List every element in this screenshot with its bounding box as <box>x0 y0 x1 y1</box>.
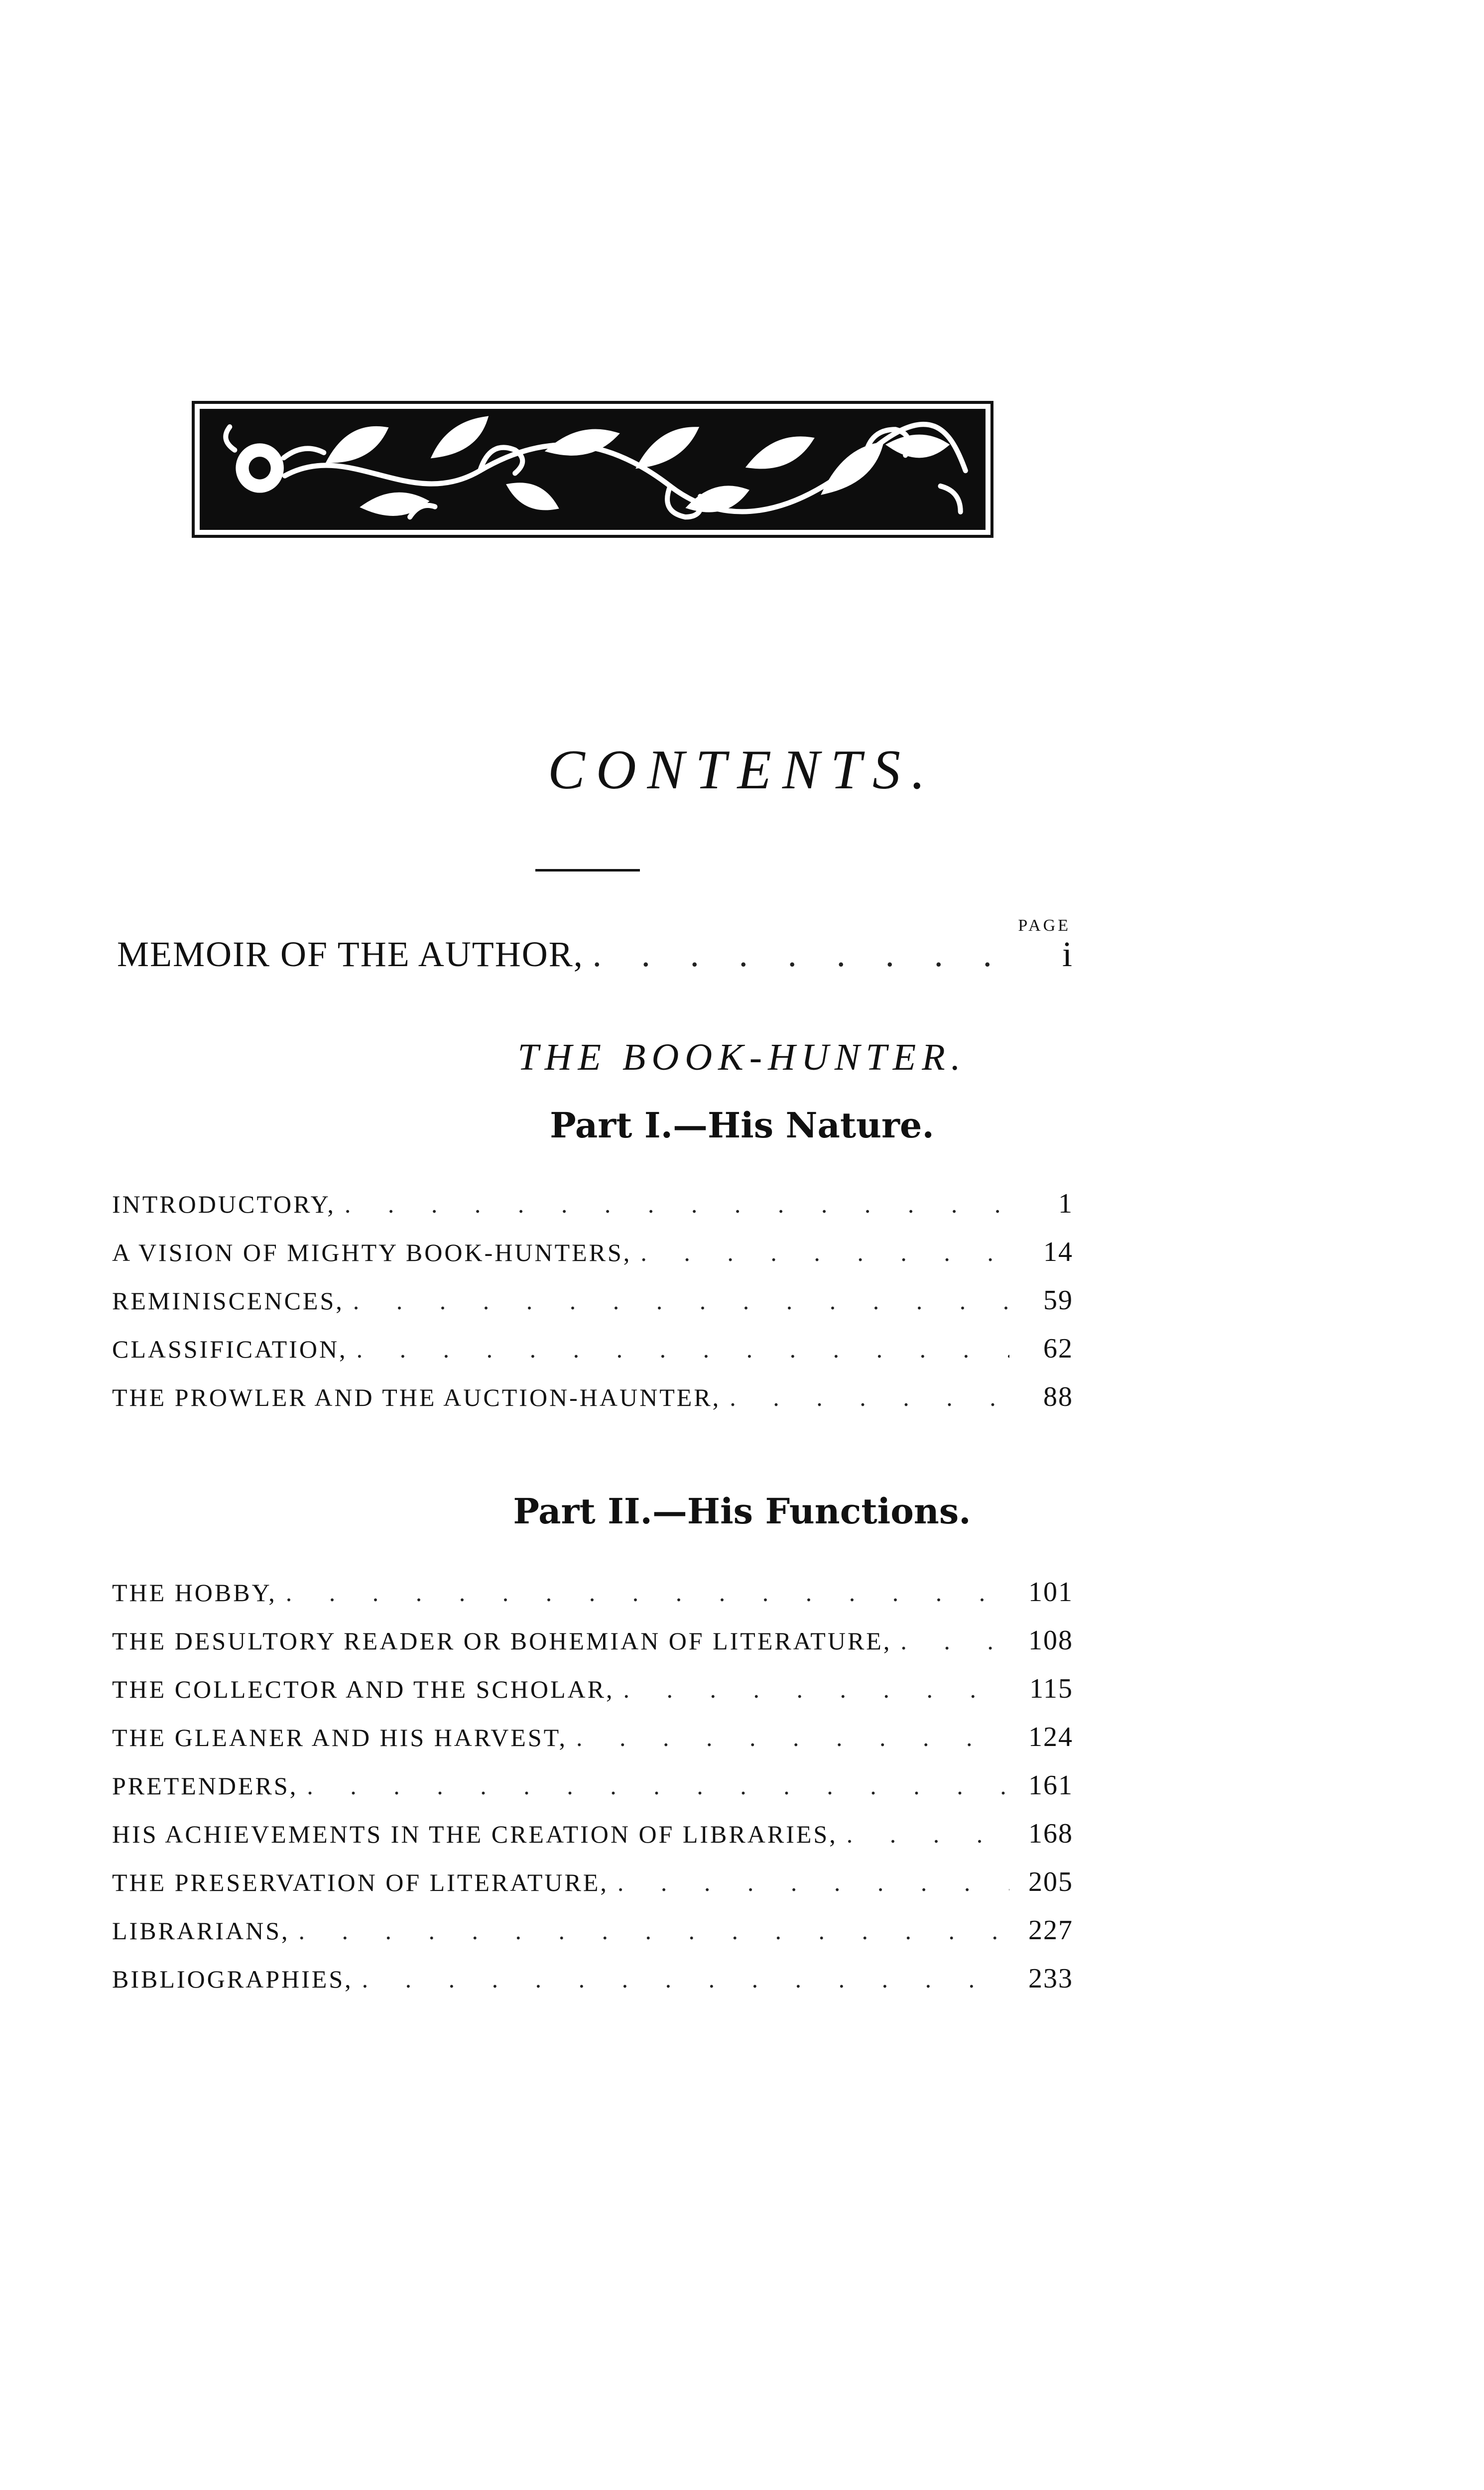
decorative-header-ornament <box>192 401 993 538</box>
dot-leader <box>730 1383 1009 1412</box>
entry-title: THE COLLECTOR AND THE SCHOLAR, <box>112 1675 615 1703</box>
memoir-entry <box>117 936 1073 972</box>
toc-entry <box>112 1866 1073 1914</box>
entry-title: INTRODUCTORY, <box>112 1190 336 1218</box>
entry-title: THE DESULTORY READER OR BOHEMIAN OF LITERATURE, <box>112 1627 892 1655</box>
part-two-title: Part II.—His Functions. <box>513 1491 971 1532</box>
entry-page: 233 <box>1028 1963 1073 1994</box>
toc-entry <box>112 1721 1073 1769</box>
dot-leader <box>353 1286 1009 1315</box>
entry-title: HIS ACHIEVEMENTS IN THE CREATION OF LIBRARIES, <box>112 1820 838 1848</box>
entry-page: 205 <box>1028 1867 1073 1897</box>
entry-page: 115 <box>1029 1673 1073 1704</box>
entry-page: 101 <box>1028 1577 1073 1608</box>
book-title: THE BOOK-HUNTER. <box>517 1036 967 1078</box>
entry-page: 108 <box>1028 1625 1073 1656</box>
toc-entry <box>112 1576 1073 1624</box>
toc-entry <box>112 1284 1073 1333</box>
part-two-entries <box>112 1576 1073 2011</box>
entry-page: 1 <box>1058 1188 1073 1219</box>
dot-leader <box>623 1675 1009 1704</box>
toc-entry <box>112 1236 1073 1284</box>
contents-heading: CONTENTS. <box>548 739 936 801</box>
dot-leader <box>307 1771 1009 1800</box>
dot-leader <box>640 1238 1009 1267</box>
entry-title: REMINISCENCES, <box>112 1287 344 1315</box>
entry-title: BIBLIOGRAPHIES, <box>112 1965 353 1993</box>
dot-leader <box>847 1820 1009 1849</box>
dot-leader <box>576 1723 1009 1752</box>
entry-title: CLASSIFICATION, <box>112 1335 348 1363</box>
entry-page: 168 <box>1028 1818 1073 1849</box>
toc-entry <box>112 1963 1073 2011</box>
entry-title: MEMOIR OF THE AUTHOR, <box>117 934 584 974</box>
dot-leader <box>357 1335 1009 1364</box>
dot-leader <box>618 1868 1009 1897</box>
heading-divider <box>535 869 640 872</box>
toc-entry <box>112 1624 1073 1673</box>
toc-entry <box>112 1381 1073 1429</box>
part-one-title: Part I.—His Nature. <box>550 1105 934 1146</box>
toc-entry <box>112 1769 1073 1818</box>
entry-page: 227 <box>1028 1915 1073 1946</box>
toc-entry <box>112 1188 1073 1236</box>
entry-title: THE GLEANER AND HIS HARVEST, <box>112 1724 567 1751</box>
entry-page: 14 <box>1043 1237 1073 1267</box>
entry-page: 161 <box>1028 1770 1073 1801</box>
part-one-entries <box>112 1188 1073 1429</box>
toc-entry <box>112 1673 1073 1721</box>
entry-title: THE PRESERVATION OF LITERATURE, <box>112 1868 609 1896</box>
page-column-label: PAGE <box>1018 916 1071 935</box>
entry-page: 124 <box>1028 1722 1073 1752</box>
entry-page: 59 <box>1043 1285 1073 1316</box>
entry-title: LIBRARIANS, <box>112 1917 290 1945</box>
dot-leader <box>593 936 1009 972</box>
dot-leader <box>286 1578 1009 1607</box>
toc-entry <box>112 1914 1073 1963</box>
entry-title: THE PROWLER AND THE AUCTION-HAUNTER, <box>112 1383 721 1411</box>
dot-leader <box>299 1916 1009 1945</box>
dot-leader <box>362 1965 1009 1993</box>
entry-page: 62 <box>1043 1333 1073 1364</box>
toc-entry <box>112 1818 1073 1866</box>
dot-leader <box>345 1190 1009 1219</box>
floral-scroll-ornament-icon <box>200 409 986 530</box>
entry-page: i <box>1062 934 1073 974</box>
toc-entry <box>112 1333 1073 1381</box>
dot-leader <box>900 1626 1009 1655</box>
entry-page: 88 <box>1043 1381 1073 1412</box>
entry-title: A VISION OF MIGHTY BOOK-HUNTERS, <box>112 1239 632 1266</box>
entry-title: PRETENDERS, <box>112 1772 298 1800</box>
entry-title: THE HOBBY, <box>112 1579 277 1607</box>
